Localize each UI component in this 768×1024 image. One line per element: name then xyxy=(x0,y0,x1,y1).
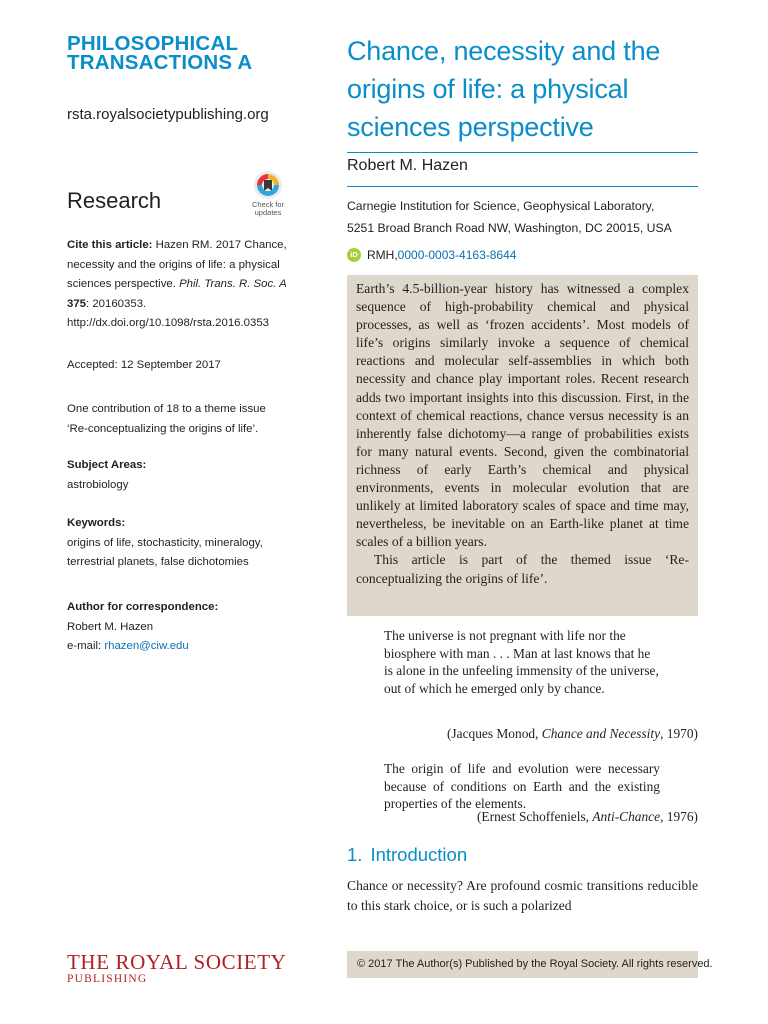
keywords xyxy=(67,514,287,573)
orcid-link[interactable]: 0000-0003-4163-8644 xyxy=(397,248,517,262)
attribution-year: , 1976) xyxy=(660,809,698,824)
crossmark-icon xyxy=(253,170,283,200)
abstract-theme-note: This article is part of the themed issue ‘Re-conceptualizing the origins of life’. xyxy=(356,552,689,586)
subject-areas-value: astrobiology xyxy=(67,478,129,491)
attribution-year: , 1970) xyxy=(660,726,698,741)
journal-name-line2: TRANSACTIONS A xyxy=(67,51,253,74)
affiliation-line1: Carnegie Institution for Science, Geophysical Laboratory, xyxy=(347,199,655,213)
title-rule xyxy=(347,152,698,153)
abstract-paragraph: Earth’s 4.5-billion-year history has witnessed a complex sequence of high-probability chemical and physical processes, as well as ‘frozen accidents’. Most models of life’s origins similarly invoke a sequence of chemical reactions and molecular self-assemblies in which both necessity and chance play important roles. Recent research adds two important insights into this discussion. First, in the context of chemical reactions, chance versus necessity is an inherently false dichotomy—a range of probabilities exists for many natural events. Second, given the combinatorial richness of early Earth’s chemical and physical environments, events in molecular evolution that are unlikely at limited laboratory scales of space and time may, nevertheless, be inevitable on an Earth-like planet at time scales of a billion years. xyxy=(356,281,689,550)
attribution-author: (Jacques Monod, xyxy=(446,726,542,741)
attribution-work: Chance and Necessity xyxy=(541,726,661,741)
cite-text-b: : 20160353. xyxy=(86,297,147,310)
orcid-row xyxy=(347,246,516,264)
cite-label: Cite this article: xyxy=(67,239,153,251)
journal-name-line1: PHILOSOPHICAL xyxy=(67,32,239,55)
correspondence-label: Author for correspondence: xyxy=(67,601,219,613)
section-heading xyxy=(347,844,475,866)
cite-journal: Phil. Trans. R. Soc. A xyxy=(179,278,287,290)
cite-text-a: Hazen RM. 2017 Chance, necessity and the origins of life: a physical sciences perspective. xyxy=(67,239,287,290)
affiliation xyxy=(347,195,707,239)
keywords-value: origins of life, stochasticity, mineralogy, terrestrial planets, false dichotomies xyxy=(67,536,263,568)
royal-society-logo xyxy=(67,951,286,985)
author-correspondence xyxy=(67,598,287,657)
section-number: 1. xyxy=(347,844,363,865)
orcid-icon: iD xyxy=(347,248,361,262)
correspondence-name: Robert M. Hazen xyxy=(67,620,154,633)
cite-doi-link[interactable]: http://dx.doi.org/10.1098/rsta.2016.0353 xyxy=(67,317,270,329)
attribution-author: (Ernest Schoffeniels, xyxy=(476,809,593,824)
section-label: Research xyxy=(67,188,162,213)
journal-url[interactable]: rsta.royalsocietypublishing.org xyxy=(67,106,269,123)
crossmark-label-1: Check for xyxy=(251,200,285,209)
abstract-box xyxy=(347,275,698,616)
keywords-label: Keywords: xyxy=(67,517,126,529)
theme-issue-note: One contribution of 18 to a theme issue ‘Re-conceptualizing the origins of life’. xyxy=(67,403,266,435)
epigraph-attribution xyxy=(447,725,698,743)
affiliation-line2: 5251 Broad Branch Road NW, Washington, DC 20015, USA xyxy=(347,221,672,235)
epigraph-quote: The universe is not pregnant with life nor the biosphere with man . . . Man at last knows that he is alone in the unfeeling immensity of the universe, out of which he emerged only by chance. xyxy=(384,628,659,696)
epigraph-attribution xyxy=(477,808,698,826)
email-link[interactable]: rhazen@ciw.edu xyxy=(104,640,189,652)
crossmark-label-2: updates xyxy=(254,208,282,217)
subject-areas xyxy=(67,456,287,495)
publisher-name: THE ROYAL SOCIETY xyxy=(67,950,287,974)
author-rule xyxy=(347,186,698,187)
cite-volume: 375 xyxy=(67,297,87,310)
attribution-work: Anti-Chance xyxy=(592,809,661,824)
intro-paragraph: Chance or necessity? Are profound cosmic transitions reducible to this stark choice, or is such a polarized xyxy=(347,878,698,913)
publisher-sub: PUBLISHING xyxy=(67,973,148,985)
article-author: Robert M. Hazen xyxy=(347,157,468,174)
copyright-notice: © 2017 The Author(s) Published by the Royal Society. All rights reserved. xyxy=(347,951,698,978)
email-label: e-mail: xyxy=(67,640,105,652)
cite-block xyxy=(67,236,287,334)
section-title: Introduction xyxy=(370,844,468,865)
accepted-date: Accepted: 12 September 2017 xyxy=(67,359,221,371)
article-title: Chance, necessity and the origins of life: a physical sciences perspective xyxy=(347,36,661,142)
epigraph-quote: The origin of life and evolution were necessary because of conditions on Earth and the existing properties of the elements. xyxy=(384,761,660,811)
subject-areas-label: Subject Areas: xyxy=(67,459,147,471)
crossmark-badge[interactable] xyxy=(244,170,292,217)
orcid-initials: RMH, xyxy=(367,248,398,262)
journal-logo xyxy=(67,34,252,72)
